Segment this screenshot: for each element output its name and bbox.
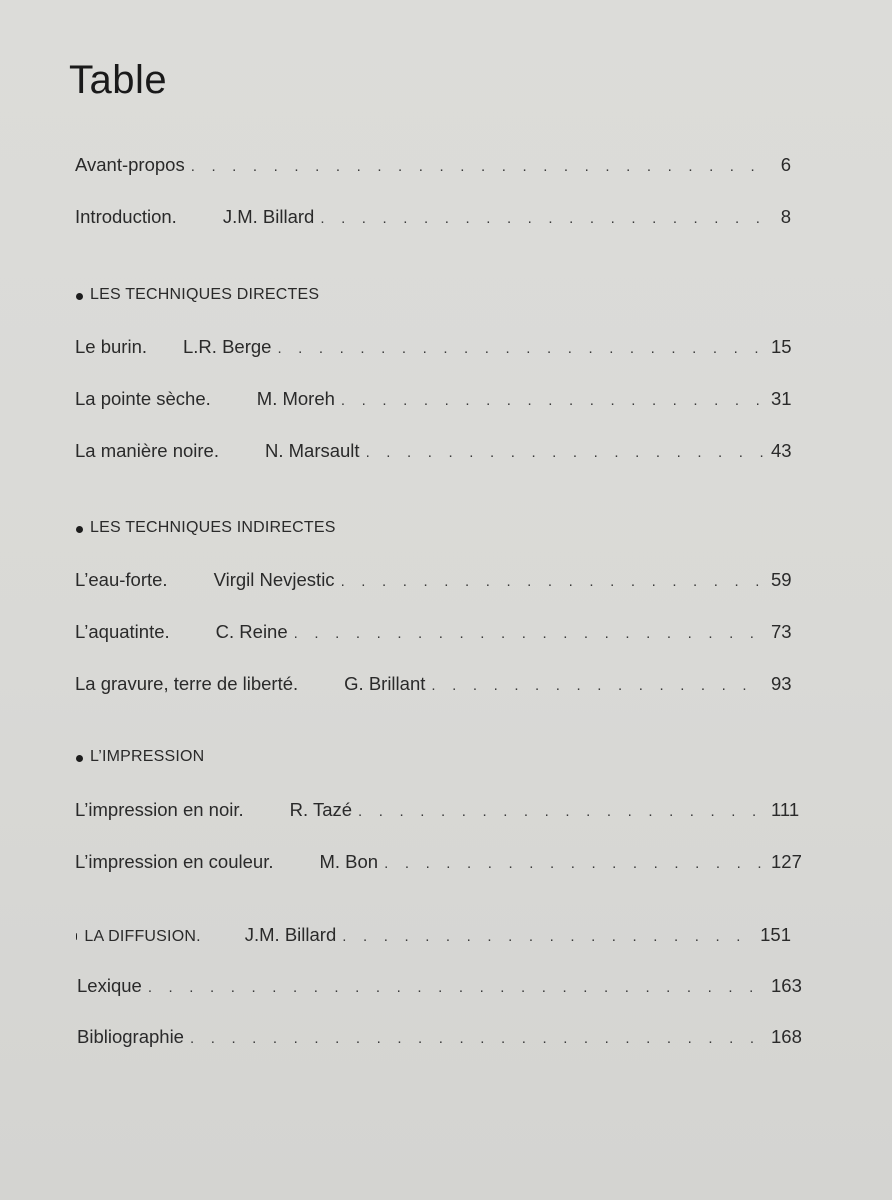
- entry-page: 43: [771, 440, 792, 461]
- toc-entry-eau-forte: [75, 567, 791, 593]
- toc-entry-avant-propos: [75, 152, 791, 178]
- entry-page: 6: [780, 154, 791, 175]
- toc-entry-introduction: [75, 204, 791, 230]
- entry-label: Le burin.: [75, 336, 147, 357]
- entry-page: 31: [771, 388, 792, 409]
- toc-entry-bibliographie: [77, 1024, 802, 1050]
- section-heading-label: LES TECHNIQUES INDIRECTES: [90, 519, 336, 536]
- entry-page: 8: [780, 206, 791, 227]
- entry-label: La pointe sèche.: [75, 388, 211, 409]
- section-heading-label: L’IMPRESSION: [90, 748, 205, 765]
- entry-page: 127: [771, 851, 802, 872]
- entry-page: 151: [760, 924, 791, 945]
- entry-label: L’aquatinte.: [75, 621, 170, 642]
- dot-leader: [341, 569, 763, 595]
- entry-label: Avant-propos: [75, 154, 185, 175]
- dot-leader: [358, 799, 763, 825]
- toc-entry-impression-noir: [75, 797, 800, 823]
- page-title: Table: [69, 58, 168, 102]
- toc-entry-le-burin: [75, 334, 791, 360]
- toc-entry-gravure-liberte: [75, 671, 791, 697]
- entry-page: 73: [771, 621, 792, 642]
- toc-entry-pointe-seche: [75, 386, 791, 412]
- bullet-icon: [76, 933, 77, 940]
- entry-label: Bibliographie: [77, 1026, 184, 1047]
- dot-leader: [366, 440, 763, 466]
- entry-author: G. Brillant: [344, 673, 426, 694]
- entry-author: Virgil Nevjestic: [213, 569, 335, 590]
- entry-author: M. Bon: [319, 851, 379, 872]
- entry-author: J.M. Billard: [222, 206, 315, 227]
- toc-entry-diffusion: [76, 922, 791, 948]
- entry-page: 111: [771, 799, 800, 820]
- toc-entry-impression-couleur: [75, 849, 802, 875]
- dot-leader: [191, 154, 763, 180]
- bullet-icon: [76, 293, 83, 300]
- dot-leader: [384, 851, 763, 877]
- entry-author: R. Tazé: [289, 799, 353, 820]
- bullet-icon: [76, 526, 83, 533]
- entry-page: 59: [771, 569, 792, 590]
- section-heading-techniques-indirectes: [76, 517, 336, 539]
- entry-label: Introduction.: [75, 206, 177, 227]
- toc-entry-lexique: [77, 973, 802, 999]
- toc-entry-maniere-noire: [75, 438, 791, 464]
- entry-author: C. Reine: [215, 621, 288, 642]
- dot-leader: [190, 1026, 763, 1052]
- dot-leader: [148, 975, 763, 1001]
- section-heading-techniques-directes: [76, 284, 319, 306]
- section-heading-impression: [76, 746, 204, 768]
- entry-page: 163: [771, 975, 802, 996]
- toc-entry-aquatinte: [75, 619, 791, 645]
- entry-label: La gravure, terre de liberté.: [75, 673, 299, 694]
- entry-author: N. Marsault: [264, 440, 360, 461]
- dot-leader: [294, 621, 763, 647]
- dot-leader: [277, 336, 763, 362]
- entry-author: M. Moreh: [256, 388, 335, 409]
- entry-author: L.R. Berge: [183, 336, 272, 357]
- entry-label: L’impression en couleur.: [75, 851, 274, 872]
- dot-leader: [341, 388, 763, 414]
- section-heading-label: LES TECHNIQUES DIRECTES: [90, 286, 320, 303]
- dot-leader: [431, 673, 763, 699]
- dot-leader: [342, 924, 756, 950]
- entry-page: 93: [771, 673, 792, 694]
- dot-leader: [320, 206, 763, 232]
- entry-label: Lexique: [77, 975, 142, 996]
- bullet-icon: [76, 755, 83, 762]
- entry-page: 168: [771, 1026, 802, 1047]
- entry-page: 15: [771, 336, 792, 357]
- entry-label: L’eau-forte.: [75, 569, 168, 590]
- entry-label: La manière noire.: [75, 440, 219, 461]
- section-heading-label: LA DIFFUSION.: [84, 928, 201, 945]
- entry-author: J.M. Billard: [244, 924, 337, 945]
- entry-label: L’impression en noir.: [75, 799, 244, 820]
